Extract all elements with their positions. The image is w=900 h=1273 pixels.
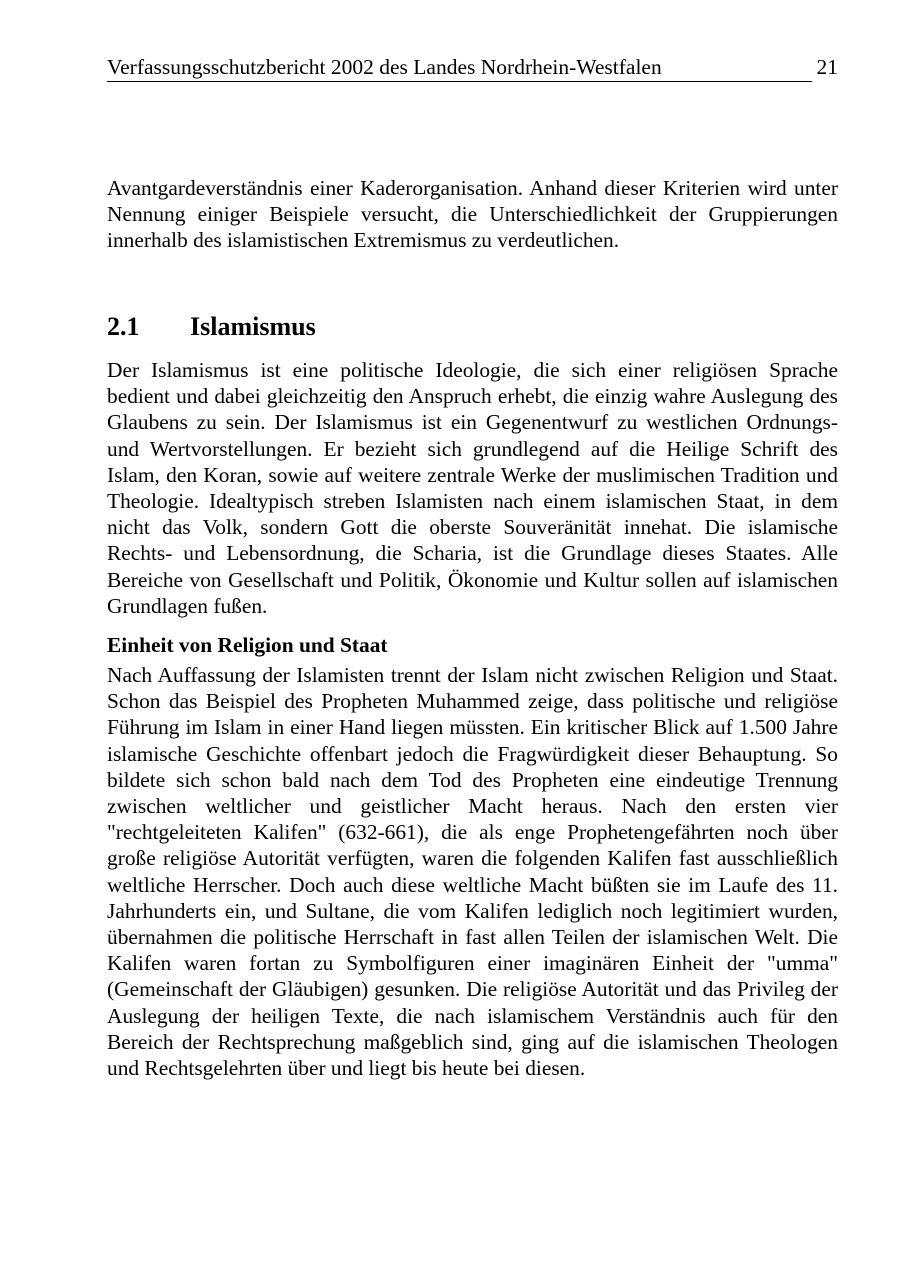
header-rule [107,81,812,82]
page-number: 21 [816,55,838,79]
running-header-title: Verfassungsschutzbericht 2002 des Landes Nordrhein-Westfalen [107,55,662,79]
page-header [107,52,838,84]
section-heading [107,310,838,344]
section-title: Islamismus [190,312,316,341]
einheit-paragraph: Nach Auffassung der Islamisten trennt der Islam nicht zwischen Religion und Staat. Schon das Beispiel des Propheten Muhammed zeige, dass politische und religiöse Führung im Islam in einer Hand liegen müssten. Ein kritischer Blick auf 1.500 Jahre islamische Geschichte offenbart jedoch die Fragwürdigkeit dieser Behauptung. So bildete sich schon bald nach dem Tod des Propheten eine eindeutige Trennung zwischen weltlicher und geistlicher Macht heraus. Nach den ersten vier "rechtgeleiteten Kalifen" (632-661), die als enge Prophetengefährten noch über große religiöse Autorität verfügten, waren die folgenden Kalifen fast ausschließlich weltliche Herrscher. Doch auch diese weltliche Macht büßten sie im Laufe des 11. Jahrhunderts ein, und Sultane, die vom Kalifen lediglich noch legitimiert wurden, übernahmen die politische Herrschaft in fast allen Teilen der islamischen Welt. Die Kalifen waren fortan zu Symbolfiguren einer imaginären Einheit der "umma" (Gemeinschaft der Gläubigen) gesunken. Die religiöse Autorität und das Privileg der Auslegung der heiligen Texte, die nach islamischem Verständnis auch für den Bereich der Rechtsprechung maßgeblich sind, ging auf die islamischen Theologen und Rechtsgelehrten über und liegt bis heute bei diesen. [107,663,838,1081]
intro-paragraph: Avantgardeverständnis einer Kaderorganisation. Anhand dieser Kriterien wird unter Nennung einiger Beispiele versucht, die Unterschiedlichkeit der Gruppierungen innerhalb des islamistischen Extremismus zu verdeutlichen. [107,176,838,253]
islamismus-paragraph: Der Islamismus ist eine politische Ideologie, die sich einer religiösen Sprache bedient und dabei gleichzeitig den Anspruch erhebt, die einzig wahre Auslegung des Glaubens zu sein. Der Islamismus ist ein Gegenentwurf zu westlichen Ordnungs- und Wertvorstellungen. Er bezieht sich grundlegend auf die Heilige Schrift des Islam, den Koran, sowie auf weitere zentrale Werke der muslimischen Tradition und Theologie. Idealtypisch streben Islamisten nach einem islamischen Staat, in dem nicht das Volk, sondern Gott die oberste Souveränität innehat. Die islamische Rechts- und Lebensordnung, die Scharia, ist die Grundlage dieses Staates. Alle Bereiche von Gesellschaft und Politik, Ökonomie und Kultur sollen auf islamischen Grundlagen fußen. [107,358,838,618]
section-number: 2.1 [107,312,140,341]
subsection-heading: Einheit von Religion und Staat [107,633,388,657]
